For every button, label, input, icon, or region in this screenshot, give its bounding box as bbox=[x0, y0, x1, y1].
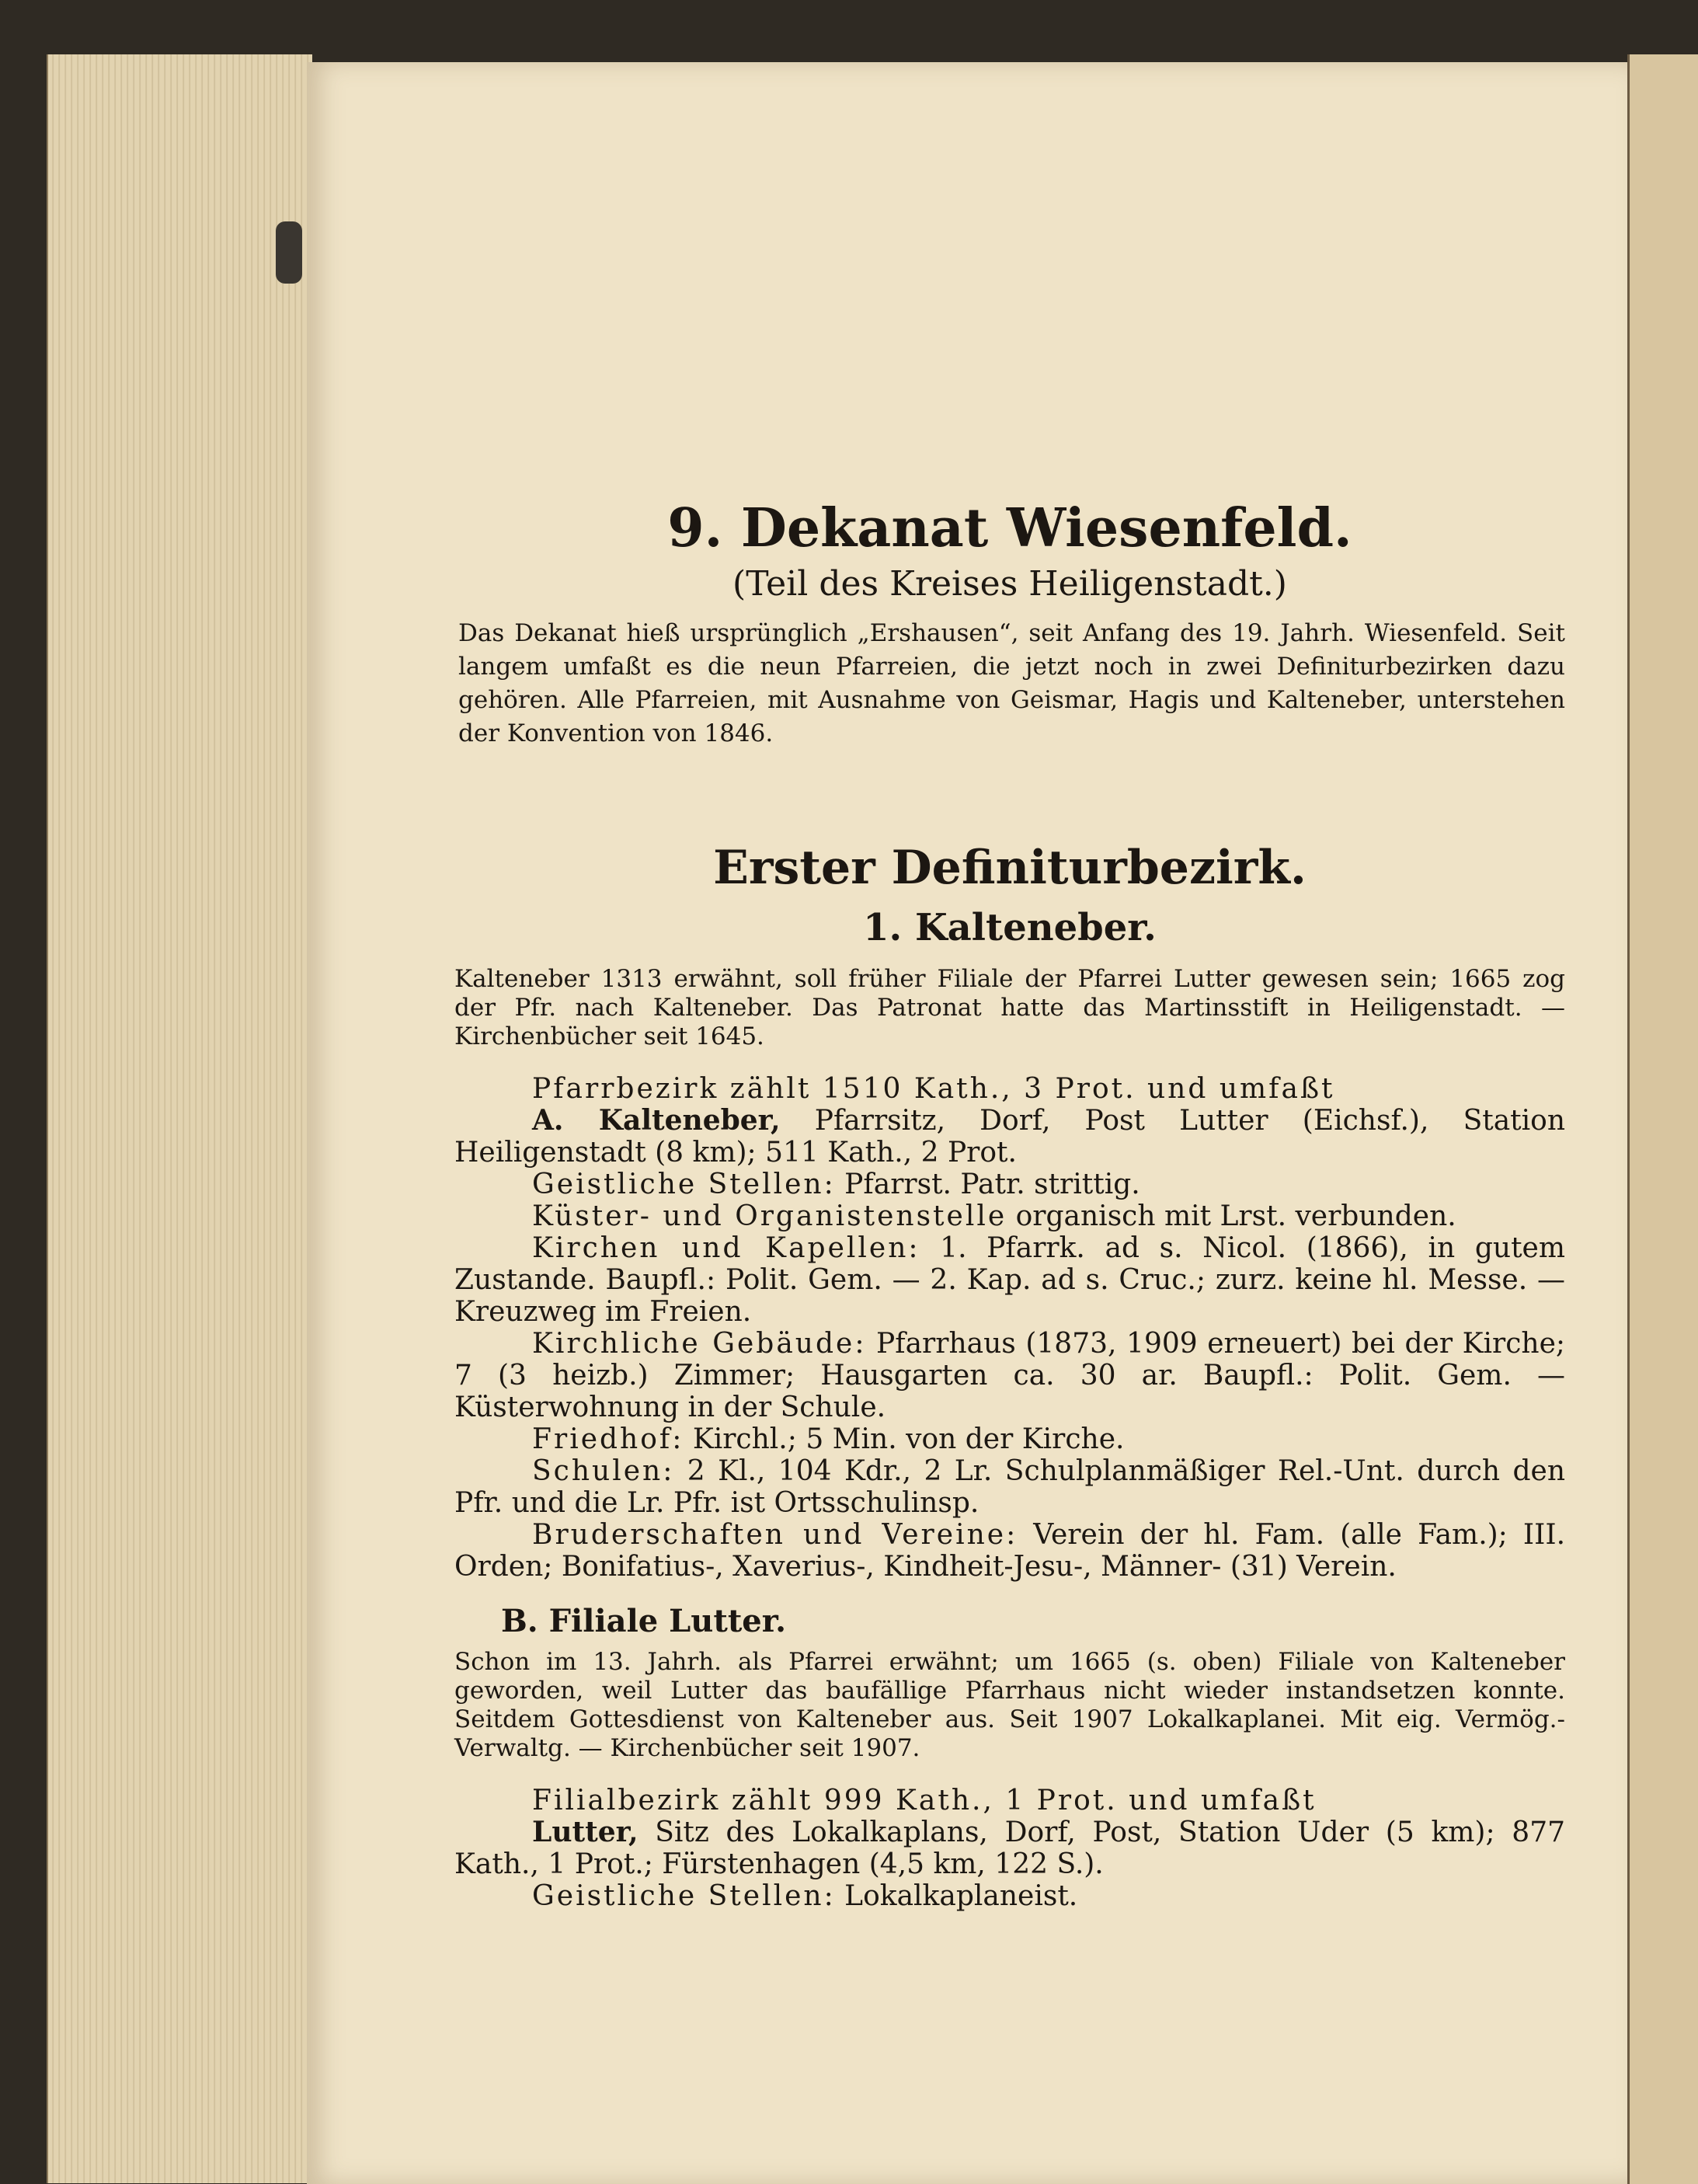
filiale-clergy-text: Lokalkaplaneist. bbox=[835, 1880, 1078, 1912]
section-heading: Erster Definiturbezirk. bbox=[713, 841, 1307, 895]
schools-label: Schulen: bbox=[532, 1455, 675, 1487]
parish-district-line: Pfarrbezirk zählt 1510 Kath., 3 Prot. und umfaßt bbox=[532, 1073, 1335, 1105]
churches-text: 1. Pfarrk. ad s. Nicol. (1866), in gutem Zustande. Baupfl.: Polit. Gem. — 2. Kap. ad s. Cruc.; zurz. keine hl. Messe. — Kreuzweg im Freien. bbox=[454, 1232, 1565, 1328]
sexton-entry bbox=[454, 1200, 1565, 1232]
entry-a-label: A. Kalteneber, bbox=[532, 1104, 781, 1137]
brotherhoods-entry bbox=[454, 1519, 1565, 1583]
filiale-district-line: Filialbezirk zählt 999 Kath., 1 Prot. und umfaßt bbox=[532, 1785, 1317, 1817]
cemetery-text: Kirchl.; 5 Min. von der Kirche. bbox=[684, 1423, 1125, 1455]
sexton-label: Küster- und Organistenstelle bbox=[532, 1200, 1007, 1232]
schools-entry bbox=[454, 1455, 1565, 1519]
cemetery-entry bbox=[454, 1423, 1565, 1455]
entry-a-text: Pfarrsitz, Dorf, Post Lutter (Eichsf.), Station Heiligenstadt (8 km); 511 Kath., 2 Prot. bbox=[454, 1105, 1566, 1169]
buildings-entry bbox=[454, 1328, 1565, 1423]
cemetery-label: Friedhof: bbox=[532, 1423, 684, 1455]
page-subtitle: (Teil des Kreises Heiligenstadt.) bbox=[732, 564, 1287, 604]
brotherhoods-text: Verein der hl. Fam. (alle Fam.); III. Orden; Bonifatius-, Xaverius-, Kindheit-Jesu-, Männer- (31) Verein. bbox=[454, 1519, 1566, 1583]
entry-lutter bbox=[454, 1817, 1565, 1880]
filiale-history: Schon im 13. Jahrh. als Pfarrei erwähnt; um 1665 (s. oben) Filiale von Kalteneber geworden, weil Lutter das baufällige Pfarrhaus nicht wieder instandsetzen konnte. Seitdem Gottesdienst von Kalteneber aus. Seit 1907 Lokalkaplanei. Mit eig. Vermög.-Verwaltg. — Kirchenbücher seit 1907. bbox=[454, 1648, 1565, 1762]
churches-entry bbox=[454, 1232, 1565, 1328]
filiale-heading: B. Filiale Lutter. bbox=[501, 1603, 787, 1639]
filiale-clergy-label: Geistliche Stellen: bbox=[532, 1880, 836, 1912]
clergy-entry bbox=[454, 1169, 1565, 1200]
page-title: 9. Dekanat Wiesenfeld. bbox=[667, 497, 1352, 559]
entry-lutter-text: Sitz des Lokalkaplans, Dorf, Post, Station Uder (5 km); 877 Kath., 1 Prot.; Fürstenhagen (4,5 km, 122 S.). bbox=[454, 1817, 1565, 1880]
clergy-label: Geistliche Stellen: bbox=[532, 1169, 836, 1200]
binding-mark bbox=[276, 221, 302, 284]
book-page-stack bbox=[47, 54, 312, 2183]
buildings-label: Kirchliche Gebäude: bbox=[532, 1328, 867, 1360]
deanery-intro: Das Dekanat hieß ursprünglich „Ershausen“, seit Anfang des 19. Jahrh. Wiesenfeld. Seit langem umfaßt es die neun Pfarreien, die jetzt noch in zwei Definiturbezirken dazu gehören. Alle Pfarreien, mit Ausnahme von Geismar, Hagis und Kalteneber, unterstehen der Konvention von 1846. bbox=[458, 619, 1565, 747]
brotherhoods-label: Bruderschaften und Vereine: bbox=[532, 1519, 1018, 1551]
clergy-text: Pfarrst. Patr. strittig. bbox=[835, 1169, 1140, 1200]
churches-label: Kirchen und Kapellen: bbox=[532, 1232, 920, 1264]
parish-heading: 1. Kalteneber. bbox=[863, 906, 1157, 949]
facing-page-edge bbox=[1627, 54, 1698, 2184]
parish-history: Kalteneber 1313 erwähnt, soll früher Filiale der Pfarrei Lutter gewesen sein; 1665 zog der Pfr. nach Kalteneber. Das Patronat hatte das Martinsstift in Heiligenstadt. — Kirchenbücher seit 1645. bbox=[454, 965, 1565, 1050]
buildings-text: Pfarrhaus (1873, 1909 erneuert) bei der Kirche; 7 (3 heizb.) Zimmer; Hausgarten ca. 30 ar. Baupfl.: Polit. Gem. — Küsterwohnung in der Schule. bbox=[454, 1328, 1565, 1423]
page-content bbox=[454, 497, 1565, 1912]
sexton-text: organisch mit Lrst. verbunden. bbox=[1007, 1200, 1456, 1232]
filiale-clergy-entry bbox=[454, 1880, 1565, 1912]
entry-lutter-label: Lutter, bbox=[532, 1816, 638, 1848]
schools-text: 2 Kl., 104 Kdr., 2 Lr. Schulplanmäßiger Rel.-Unt. durch den Pfr. und die Lr. Pfr. ist Ortsschulinsp. bbox=[454, 1455, 1565, 1519]
entry-a-kalteneber bbox=[454, 1105, 1565, 1169]
